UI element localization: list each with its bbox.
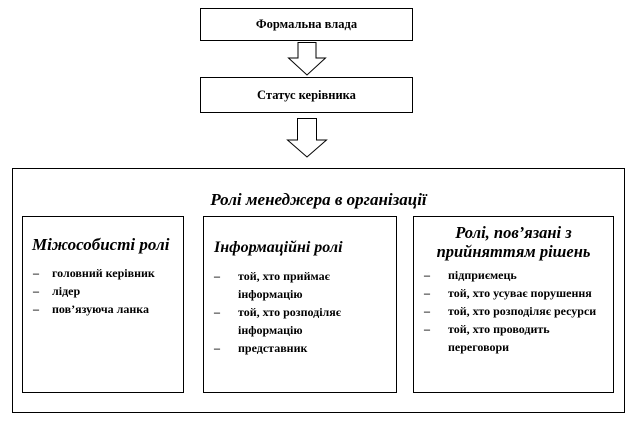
- list-item: [23, 264, 183, 282]
- list-marker: –: [33, 302, 39, 316]
- interpersonal-roles-box: [22, 216, 184, 393]
- list-item: [204, 267, 396, 303]
- list-marker: –: [214, 305, 220, 319]
- list-item-text: пов’язуюча ланка: [52, 302, 150, 316]
- down-arrow-icon: [287, 42, 327, 76]
- role-list: [204, 267, 396, 357]
- list-item-text: той, хто проводить переговори: [448, 322, 550, 354]
- role-title: Ролі, пов’язані з прийняттям рішень: [436, 223, 591, 261]
- list-item-text: підприємець: [448, 268, 517, 282]
- list-item-text: той, хто приймає інформацію: [238, 269, 330, 301]
- list-item: [414, 320, 613, 356]
- list-marker: –: [214, 341, 220, 355]
- list-item: [23, 300, 183, 318]
- list-marker: –: [33, 284, 39, 298]
- list-item: [414, 266, 613, 284]
- list-marker: –: [424, 268, 430, 282]
- list-marker: –: [33, 266, 39, 280]
- list-item-text: той, хто розподіляє інформацію: [238, 305, 341, 337]
- leader-status-label: Статус керівника: [257, 87, 356, 102]
- manager-roles-title: Ролі менеджера в організації: [210, 190, 427, 209]
- list-item-text: той, хто усуває порушення: [448, 286, 592, 300]
- role-list: [414, 266, 613, 356]
- list-item-text: лідер: [52, 284, 81, 298]
- formal-power-label: Формальна влада: [255, 17, 358, 31]
- role-title: Інформаційні ролі: [214, 239, 343, 256]
- list-marker: –: [214, 269, 220, 283]
- list-item: [414, 302, 613, 320]
- informational-roles-box: [203, 216, 397, 393]
- list-item: [23, 282, 183, 300]
- down-arrow-icon: [286, 118, 328, 158]
- decisional-roles-box: [413, 216, 614, 393]
- list-item: [204, 303, 396, 339]
- list-item: [204, 339, 396, 357]
- list-item-text: той, хто розподіляє ресурси: [448, 304, 597, 318]
- list-item-text: головний керівник: [52, 266, 155, 280]
- list-marker: –: [424, 304, 430, 318]
- role-title: Міжособисті ролі: [32, 235, 170, 254]
- role-list: [23, 264, 183, 318]
- formal-power-box: [200, 8, 413, 41]
- list-item: [414, 284, 613, 302]
- list-marker: –: [424, 322, 430, 336]
- list-item-text: представник: [238, 341, 308, 355]
- list-marker: –: [424, 286, 430, 300]
- leader-status-box: [200, 77, 413, 113]
